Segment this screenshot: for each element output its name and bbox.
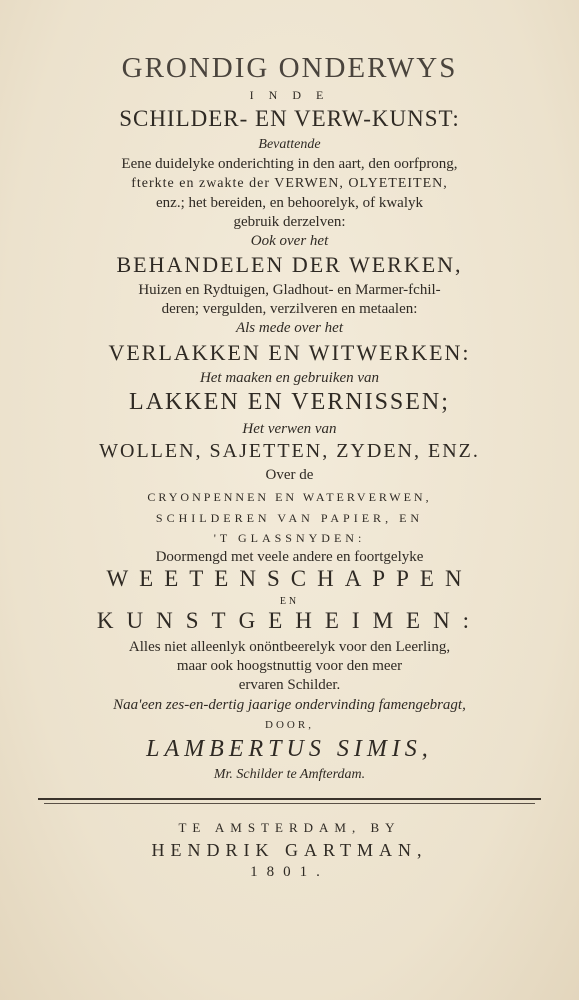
het-maaken: Het maaken en gebruiken van: [199, 370, 380, 386]
imprint-publisher: HENDRIK GARTMAN,: [151, 840, 428, 860]
behandelen-heading: BEHANDELEN DER WERKEN,: [116, 252, 463, 277]
schilderen-line: SCHILDEREN VAN PAPIER, EN: [155, 511, 424, 525]
glassnyden-line: 'T GLASSNYDEN:: [213, 531, 366, 545]
imprint-place: TE AMSTERDAM, BY: [178, 820, 401, 835]
het-verwen-van: Het verwen van: [242, 421, 337, 437]
desc-line-4: gebruik derzelven:: [233, 214, 346, 230]
kunstgeheimen-heading: KUNSTGEHEIMEN:: [96, 608, 483, 633]
subject-title: SCHILDER- EN VERW-KUNST:: [119, 106, 460, 131]
title-in-de: I N D E: [249, 88, 330, 102]
main-title: GRONDIG ONDERWYS: [121, 52, 458, 84]
imprint-year: 1801.: [250, 864, 329, 880]
divider-thin: [44, 803, 535, 804]
weetenschappen-heading: WEETENSCHAPPEN: [106, 566, 473, 591]
desc-line-3: enz.; het bereiden, en behoorelyk, of kwalyk: [156, 195, 423, 211]
als-mede-over-het: Als mede over het: [235, 320, 344, 336]
desc-line-2: fterkte en zwakte der VERWEN, OLYETEITEN,: [131, 176, 448, 191]
bevattende: Bevattende: [258, 137, 321, 152]
desc-line-6: deren; vergulden, verzilveren en metaalen:: [161, 301, 418, 317]
desc-line-1: Eene duidelyke onderichting in den aart, den oorfprong,: [121, 156, 458, 172]
wollen-heading: WOLLEN, SAJETTEN, ZYDEN, ENZ.: [99, 440, 480, 462]
desc-line-5: Huizen en Rydtuigen, Gladhout- en Marmer-fchil-: [138, 282, 441, 298]
cryonpennen-line: CRYONPENNEN EN WATERVERWEN,: [147, 490, 432, 504]
alles-line-1: Alles niet alleenlyk onöntbeerelyk voor den Leerling,: [128, 639, 451, 655]
author-title: Mr. Schilder te Amfterdam.: [213, 767, 366, 782]
alles-line-3: ervaren Schilder.: [238, 677, 341, 693]
author-name: LAMBERTUS SIMIS,: [146, 736, 433, 762]
ook-over-het: Ook over het: [250, 233, 329, 249]
en-connector: EN: [279, 596, 300, 607]
over-de: Over de: [265, 467, 314, 483]
lakken-heading: LAKKEN EN VERNISSEN;: [129, 389, 450, 415]
naa-een-line: Naa'een zes-en-dertig jaarige ondervinding famengebragt,: [113, 697, 466, 713]
alles-line-2: maar ook hoogstnuttig voor den meer: [176, 658, 403, 674]
door-label: DOOR,: [265, 719, 314, 731]
divider-thick: [38, 798, 541, 800]
verlakken-heading: VERLAKKEN EN WITWERKEN:: [108, 340, 471, 365]
doormengd-line: Doormengd met veele andere en foortgelyke: [155, 549, 424, 565]
